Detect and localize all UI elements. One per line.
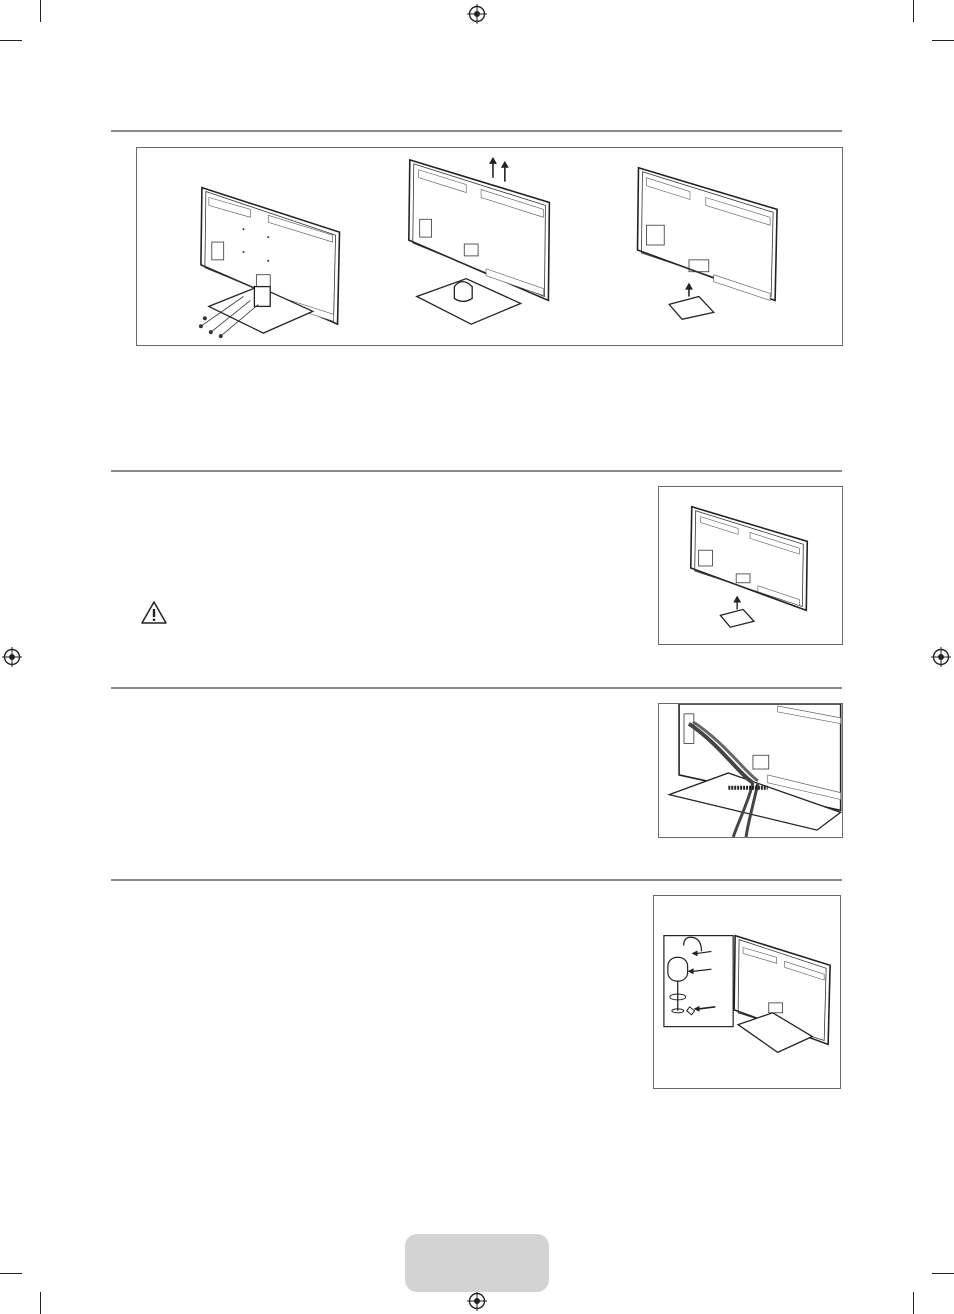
- figure-cable-management: [658, 703, 843, 838]
- crop-mark-bottom-right-h: [932, 1273, 954, 1274]
- section-divider-2: [111, 470, 842, 472]
- section-divider-4: [111, 879, 842, 881]
- caution-triangle-icon: [140, 600, 168, 626]
- figure-stand-removal-steps: [136, 147, 843, 346]
- registration-mark-top: [467, 4, 487, 24]
- figure-ferrite-core: [653, 895, 841, 1089]
- registration-mark-right: [931, 647, 951, 667]
- crop-mark-bottom-left-v: [40, 1292, 41, 1314]
- section-divider-1: [111, 130, 842, 132]
- registration-mark-bottom: [467, 1291, 487, 1311]
- crop-mark-top-left-v: [40, 0, 41, 22]
- crop-mark-top-left-h: [0, 40, 22, 41]
- registration-mark-left: [2, 647, 22, 667]
- section-divider-3: [111, 687, 842, 689]
- tv-lifted-off-stand: [409, 157, 550, 324]
- page-number-tab: [405, 1234, 549, 1292]
- tv-stand-bracket-removed: [637, 168, 777, 319]
- crop-mark-bottom-left-h: [0, 1273, 22, 1274]
- crop-mark-bottom-right-v: [913, 1292, 914, 1314]
- crop-mark-top-right-v: [913, 0, 914, 22]
- figure-bracket-removal: [658, 486, 843, 645]
- crop-mark-top-right-h: [932, 40, 954, 41]
- tv-with-stand-screws: [199, 188, 340, 338]
